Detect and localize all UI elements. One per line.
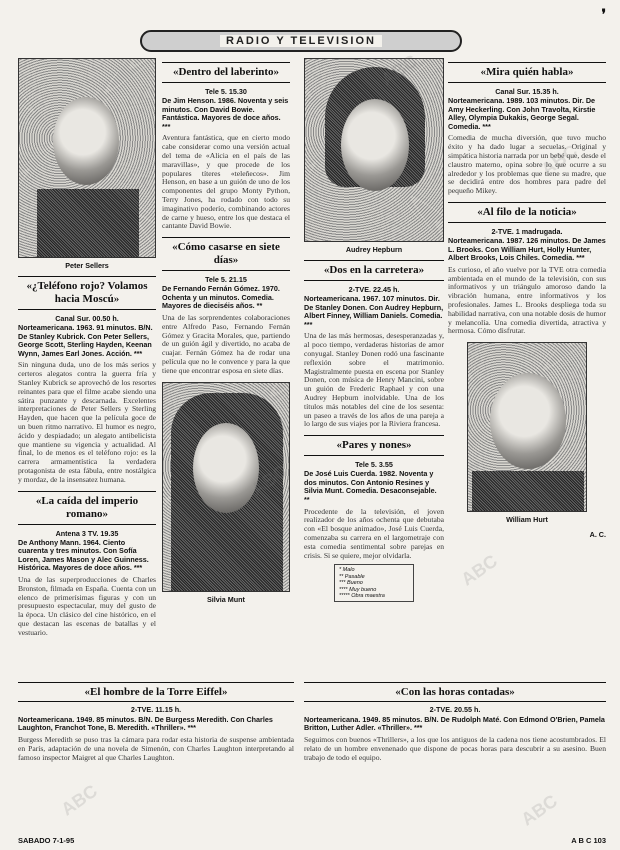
review-schedule: 2-TVE. 1 madrugada. xyxy=(491,226,563,236)
photo-face xyxy=(53,97,119,185)
photo-william-hurt xyxy=(467,342,587,512)
review-credits: Norteamericana. 1989. 103 minutos. Dir. De Amy Heckerling. Con John Travolta, Kirstie Alley, Olympia Dukakis, George Segal. Comedia. *** xyxy=(448,96,596,131)
section-banner xyxy=(140,30,462,52)
section-banner-text: RADIO Y TELEVISION xyxy=(220,35,382,47)
bottom-left-review xyxy=(18,704,294,762)
review-credits: Norteamericana. 1963. 91 minutos. B/N. De Stanley Kubrick. Con Peter Sellers, George Scott, Sterling Hayden, Keenan Wynn, James Earl Jones. Acción. *** xyxy=(18,323,153,358)
column-2 xyxy=(162,58,290,610)
column-3 xyxy=(304,58,444,606)
review-title: «Cómo casarse en siete días» xyxy=(162,237,290,271)
watermark: ABC xyxy=(537,140,581,180)
photo-audrey-hepburn xyxy=(304,58,444,242)
watermark: ABC xyxy=(517,790,561,830)
review-schedule: Tele 5. 21.15 xyxy=(205,275,247,285)
review-title: «¿Teléfono rojo? Volamos hacia Moscú» xyxy=(18,276,156,310)
review-body: Seguimos con buenos «Thrillers», a los que los antiguos de la cadena nos tiene acostumbrados. El relato de un hombre envenenado que dispone de pocas horas para descubrir a su asesino. Buen trabajo de todo el equipo. xyxy=(304,734,606,762)
review-credits: Norteamericana. 1967. 107 minutos. Dir. De Stanley Donen. Con Audrey Hepburn, Albert Finney, William Daniels. Comedia. *** xyxy=(304,294,444,329)
legend-item: ***** Obra maestra xyxy=(339,592,385,599)
review-credits: De Anthony Mann. 1964. Ciento cuarenta y tres minutos. Con Sofía Loren, James Mason y Alec Guinness. Histórica. Mayores de doce años. *** xyxy=(18,537,149,573)
review-body: Una de las más hermosas, desesperanzadas y, al poco tiempo, verdaderas historias de amor conyugal. Stanley Donen rodó una fascinante reflexión sobre el matrimonio. Magistralmente puesta en escena por Stanley Donen, con música de Henry Mancini, sobre un guión de Frederic Raphael y con una Audrey Hepburn inolvidable. Una de los títulos más notables del cine de los sesenta: un paseo a través de los años de una pareja a lo largo de sus viajes por la Riviera francesa. xyxy=(304,331,444,429)
photo-caption: Audrey Hepburn xyxy=(345,245,403,254)
photo-body xyxy=(472,471,584,512)
review-title: «Dos en la carretera» xyxy=(304,260,444,281)
review-body: Comedia de mucha diversión, que tuvo mucho éxito y ha dado lugar a secuelas. Original y simpática historia narrada por un bebé que, desde el claustro materno, opina sobre lo que ocurre a su alrededor y los problemas que tiene su madre, que se decidirá entre dos hombres para padre del pequeño Mikey. xyxy=(448,133,606,196)
review-body: Burgess Meredith se puso tras la cámara para rodar esta historia de suspense ambientada en París, adaptación de una novela de Simenón, con Charles Laughton interpretando al famoso inspector Maigret al que Charles Laughton. xyxy=(18,734,294,762)
column-4 xyxy=(448,58,606,539)
review-title: «Dentro del laberinto» xyxy=(162,62,290,83)
review-schedule: Tele 5. 3.55 xyxy=(355,460,393,470)
review-title: «Al filo de la noticia» xyxy=(448,202,606,223)
photo-face xyxy=(341,99,409,191)
review-schedule: 2-TVE. 22.45 h. xyxy=(348,285,400,294)
footer-date: SABADO 7-1-95 xyxy=(18,836,75,845)
review-body: Una de las sorprendentes colaboraciones entre Alfredo Paso, Fernando Fernán Gómez y Gracita Morales, que, partiendo de un guión ágil y divertido, no acaba de cuajar. Fernán Gómez ha de rodar una película que no le convence y para la que tiene que encontrar esposa en siete días. xyxy=(162,312,290,375)
author-signature: A. C. xyxy=(589,530,606,540)
review-schedule: Tele 5. 15.30 xyxy=(205,87,247,96)
photo-body xyxy=(37,189,139,258)
photo-silvia-munt xyxy=(162,382,290,592)
review-body: Es curioso, el año vuelve por la TVE otra comedia ambientada en el mundo de la televisión, con sus informativos y un triángulo amoroso dando la vibración humana, entre informativos y los profesionales. James L. Brooks despliega toda su habilidad narrativa, con una notable dosis de humor y melancolía. Una comedia divertida, atractiva y hermosa. Cómo disfrutar. xyxy=(448,264,606,336)
legend-item: ** Pasable xyxy=(339,573,365,580)
review-credits: Norteamericana. 1987. 126 minutos. De James L. Brooks. Con William Hurt, Holly Hunter, Albert Brooks, Lois Chiles. Comedia. *** xyxy=(448,235,606,263)
review-schedule: Canal Sur. 00.50 h. xyxy=(55,314,119,323)
review-title: «Mira quién habla» xyxy=(448,62,606,83)
review-body: Sin ninguna duda, uno de los más serios y certeros alegatos contra la guerra fría y Stanley Kubrick se aprovechó de los resortes reinantes para que el filme acabe siendo una sátira punzante y descarnada. Excelentes interpretaciones de Peter Sellers y Sterling Hayden, que hacen que la película goce de un buen ritmo narrativo. El humor es negro, ácido y despiadado; un alegato antibelicista que mantiene su vigencia y actualidad. Al final, lo de menos es el teléfono rojo: es la carrera armamentística la verdadera protagonista de esta fábula, entre nostálgica y mordaz, de la insensatez humana. xyxy=(18,360,156,484)
photo-face xyxy=(193,423,259,513)
corner-mark: ❜ xyxy=(601,6,606,22)
photo-caption: Peter Sellers xyxy=(65,261,109,270)
review-credits: De Jim Henson. 1986. Noventa y seis minutos. Con David Bowie. Fantástica. Mayores de doce años. *** xyxy=(162,96,289,131)
watermark: ABC xyxy=(457,550,501,590)
legend-item: **** Muy bueno xyxy=(339,586,377,593)
review-credits: De Fernando Fernán Gómez. 1970. Ochenta y un minutos. Comedia. Mayores de dieciséis años. ** xyxy=(162,284,280,311)
review-schedule: Antena 3 TV. 19.35 xyxy=(55,528,119,538)
review-title: «Con las horas contadas» xyxy=(304,682,606,702)
footer-page-number: A B C 103 xyxy=(571,836,606,845)
photo-face xyxy=(490,373,566,469)
rating-legend xyxy=(334,564,414,602)
review-title: «El hombre de la Torre Eiffel» xyxy=(18,682,294,702)
review-credits: Norteamericana. 1949. 85 minutos. B/N. De Rudolph Maté. Con Edmond O'Brien, Pamela Britton, Luther Adler. «Thriller». *** xyxy=(304,714,605,733)
legend-item: * Malo xyxy=(339,567,355,574)
review-schedule: Canal Sur. 15.35 h. xyxy=(495,87,559,96)
watermark: ABC xyxy=(57,780,101,820)
bottom-right-review xyxy=(304,704,606,762)
review-title: «Pares y nones» xyxy=(304,435,444,456)
review-credits: Norteamericana. 1949. 85 minutos. B/N. De Burgess Meredith. Con Charles Laughton, Franchot Tone, B. Meredith. «Thriller». *** xyxy=(18,714,273,733)
review-credits: De José Luis Cuerda. 1982. Noventa y dos minutos. Con Antonio Resines y Silvia Munt. Comedia. Desaconsejable. ** xyxy=(304,469,437,504)
review-body: Procedente de la televisión, el joven realizador de los años ochenta que debutaba con «El bosque animado», José Luis Cuerda, comenzaba su carrera en el largometraje con esta comedia sentimental sobre parejas en crisis. Si se quiere, mejor olvidarla. xyxy=(304,506,444,560)
photo-caption: William Hurt xyxy=(506,515,548,525)
review-schedule: 2-TVE. 11.15 h. xyxy=(130,705,182,714)
review-body: Una de las superproducciones de Charles Bronston, filmada en España. Cuenta con un elenco de primerísimas figuras y con un presupuesto espectacular, muy del gusto de la época. Un clásico del cine histórico, en el que destacan las escenas de batallas y el vestuario. xyxy=(18,574,156,637)
photo-caption: Silvia Munt xyxy=(207,594,245,604)
review-schedule: 2-TVE. 20.55 h. xyxy=(429,705,481,714)
column-1 xyxy=(18,58,156,637)
photo-peter-sellers xyxy=(18,58,156,258)
review-title: «La caída del imperio romano» xyxy=(18,491,156,525)
legend-item: *** Bueno xyxy=(339,580,363,587)
review-body: Aventura fantástica, que en cierto modo cabe considerar como una versión actual del tema de «Alicia en el país de las maravillas», y que procede de los populares títeres «teleñecos». Jim Henson, en base a un guión de uno de los componentes del grupo Monty Python, Terry Jones, ha rodado con todo su imaginativo poderío, combinando actores de carne y hueso, entre los que destaca el cantante David Bowie. xyxy=(162,133,290,231)
